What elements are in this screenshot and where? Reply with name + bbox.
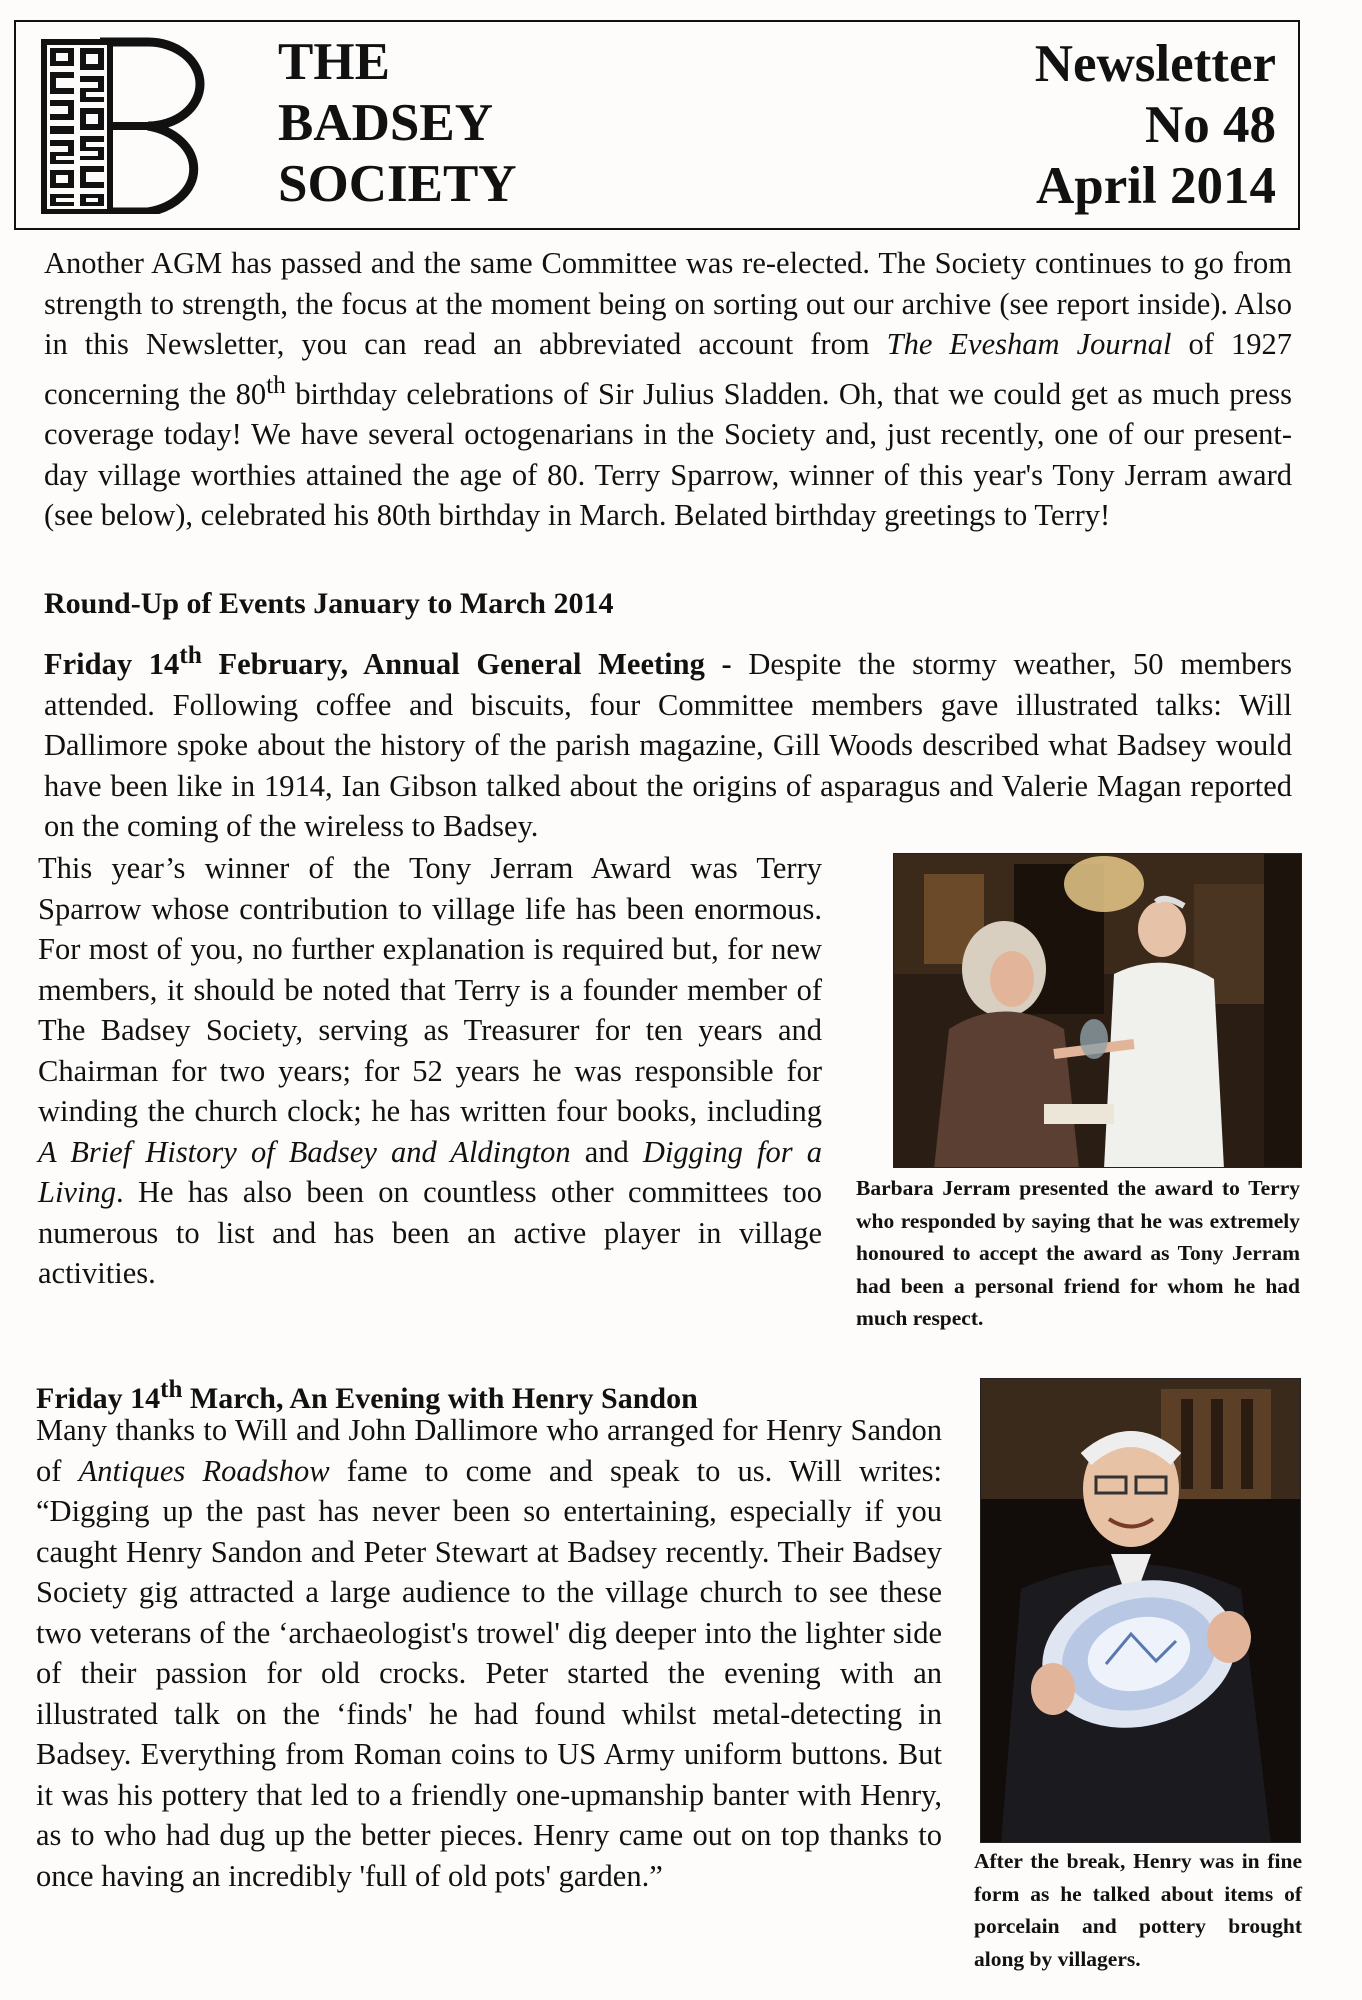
agm-text: Despite the stormy weather, 50 members attended. Following coffee and biscuits, four Committee members gave illustrated talks: Will Dallimore spoke about the history of the parish magazine, Gill Woods described what Badsey would have been like in 1914, Ian Gibson talked about the origins of asparagus and Valerie Magan reported on the coming of the wireless to Badsey. <box>44 647 1293 844</box>
society-name-line: BADSEY <box>278 94 494 152</box>
masthead <box>14 20 1300 230</box>
ordinal-suffix: th <box>266 370 286 399</box>
award-photo-caption: Barbara Jerram presented the award to Terry who responded by saying that he was extremely honoured to accept the award as Tony Jerram had been a personal friend for whom he had much respect. <box>856 1176 1300 1330</box>
intro-paragraph <box>44 243 1292 536</box>
badsey-society-logo <box>40 34 225 214</box>
society-name-line: THE <box>278 33 390 91</box>
agm-heading-text: February, Annual General Meeting - <box>201 647 749 682</box>
publication-title: The Evesham Journal <box>886 327 1172 361</box>
sandon-photo <box>980 1378 1301 1843</box>
sandon-text: Many thanks to Will and John Dallimore who arranged for Henry Sandon of <box>36 1413 942 1488</box>
award-presentation-image <box>894 854 1302 1168</box>
agm-heading-text: Friday 14 <box>44 647 180 682</box>
sandon-heading-text: Friday 14 <box>36 1382 161 1415</box>
sandon-photo-caption: After the break, Henry was in fine form as he talked about items of porcelain and pottery brought along by villagers. <box>974 1849 1302 1971</box>
issue-info <box>1035 34 1276 217</box>
intro-text: Another AGM has passed and the same Committee was re-elected. The Society continues to go from strength to strength, the focus at the moment being on sorting out our archive (see report inside). Also in this Newsletter, you can read an abbreviated account from <box>44 246 1292 361</box>
issue-date: April 2014 <box>1036 157 1276 215</box>
tv-show-title: Antiques Roadshow <box>78 1453 330 1488</box>
ordinal-suffix: th <box>160 1376 183 1403</box>
issue-number: No 48 <box>1144 96 1276 154</box>
henry-sandon-image <box>981 1379 1301 1843</box>
logo-b-icon <box>40 34 225 214</box>
sandon-paragraph <box>36 1410 942 1896</box>
newsletter-label: Newsletter <box>1034 35 1276 93</box>
society-name-line: SOCIETY <box>278 155 517 213</box>
sandon-heading-text: March, An Evening with Henry Sandon <box>182 1382 698 1415</box>
sandon-text: fame to come and speak to us. Will writes: “Digging up the past has never been so entertaining, especially if you caught Henry Sandon and Peter Stewart at Badsey recently. Their Badsey Society gig attracted a large audience to the village church to see these two veterans of the ‘archaeologist's trowel' dig deeper into the lighter side of their passion for old crocks. Peter started the evening with an illustrated talk on the ‘finds' he had found whilst metal-detecting in Badsey. Everything from Roman coins to US Army uniform buttons. But it was his pottery that led to a friendly one-upmanship banter with Henry, as to who had dug up the better pieces. Henry came out on top thanks to once having an incredibly 'full of old pots' garden.” <box>36 1453 942 1893</box>
ordinal-suffix: th <box>179 641 202 669</box>
society-name <box>278 32 517 215</box>
award-text: and <box>570 1134 643 1169</box>
book-title: Digging for a Living <box>38 1134 822 1209</box>
award-paragraph <box>38 848 822 1294</box>
intro-text: of 1927 concerning the 80 <box>44 327 1292 411</box>
award-text: This year’s winner of the Tony Jerram Award was Terry Sparrow whose contribution to village life has been enormous. For most of you, no further explanation is required but, for new members, it should be noted that Terry is a founder member of The Badsey Society, serving as Treasurer for ten years and Chairman for two years; for 52 years he was responsible for winding the church clock; he has written four books, including <box>38 851 822 1128</box>
book-title: A Brief History of Badsey and Aldington <box>38 1134 571 1169</box>
award-text: . He has also been on countless other committees too numerous to list and has been an active player in village activities. <box>38 1175 822 1290</box>
roundup-heading: Round-Up of Events January to March 2014 <box>44 587 614 620</box>
agm-paragraph <box>44 635 1292 847</box>
award-photo <box>893 853 1302 1168</box>
agm-heading <box>44 641 749 682</box>
intro-text: birthday celebrations of Sir Julius Sladden. Oh, that we could get as much press coverage today! We have several octogenarians in the Society and, just recently, one of our present-day village worthies attained the age of 80. Terry Sparrow, winner of this year's Tony Jerram award (see below), celebrated his 80th birthday in March. Belated birthday greetings to Terry! <box>44 376 1292 533</box>
